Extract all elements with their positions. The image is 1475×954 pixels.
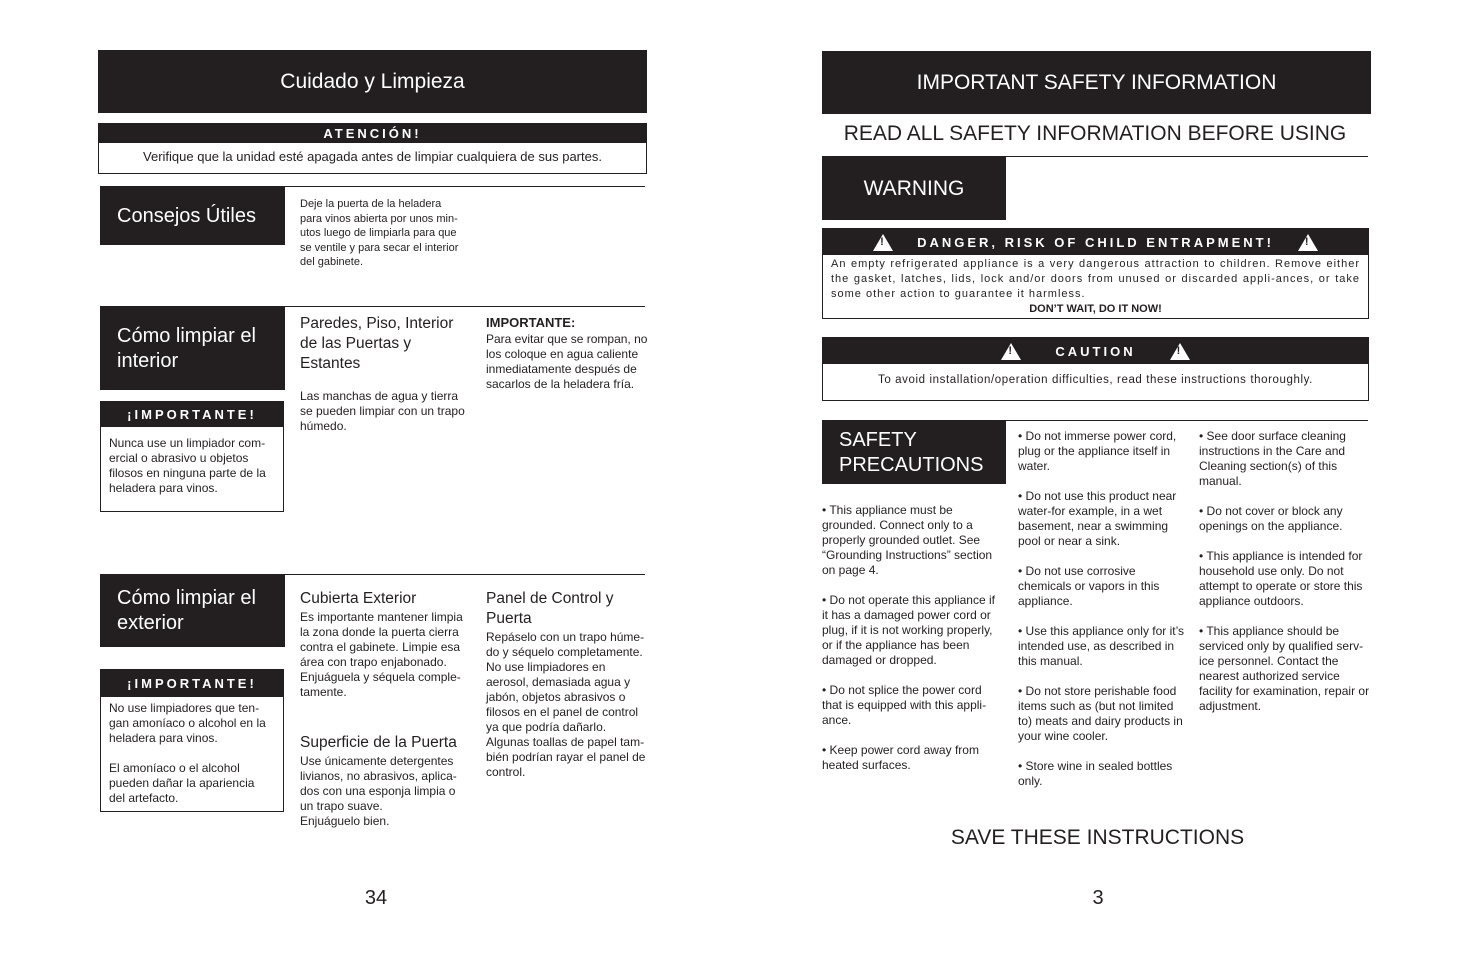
exterior-heading: Cómo limpiar el exterior (117, 587, 256, 634)
attention-title-bar (99, 124, 646, 143)
right-subheader: READ ALL SAFETY INFORMATION BEFORE USING (843, 122, 1347, 145)
safety-heading: SAFETY PRECAUTIONS (839, 428, 984, 476)
tips-text: Deje la puerta de la heladera para vinos abierta por unos min- utos luego de limpiarla para que se ventile y para secar el interior del gabinete. (300, 198, 459, 268)
warning-triangle-icon: ! (1298, 234, 1318, 251)
exterior-important-box (100, 669, 284, 812)
exterior-heading-block (100, 575, 285, 647)
caution-title-bar (823, 338, 1368, 364)
safety-item: • Do not operate this appliance if it has a damaged power cord or plug, if it is not working properly, or if the appliance has been damaged or dropped. (822, 593, 995, 667)
interior-col1-text: Las manchas de agua y tierra se pueden limpiar con un trapo húmedo. (300, 389, 465, 433)
safety-item: • Keep power cord away from heated surfaces. (822, 743, 979, 772)
attention-text: Verifique que la unidad esté apagada antes de limpiar cualquiera de sus partes. (143, 149, 602, 164)
safety-item: • Do not use corrosive chemicals or vapors in this appliance. (1018, 564, 1160, 608)
danger-emphasis: DON’T WAIT, DO IT NOW! (1029, 303, 1162, 315)
caution-box (822, 337, 1369, 401)
interior-heading-block (100, 307, 285, 390)
exterior-col1b-title: Superficie de la Puerta (300, 734, 457, 751)
warning-label: WARNING (863, 176, 965, 200)
safety-heading-block (822, 421, 1006, 484)
right-page-number: 3 (1092, 887, 1104, 909)
right-header-banner (822, 51, 1371, 114)
safety-item: • This appliance should be serviced only by qualified serv-ice personnel. Contact the nearest authorized service facility for examination, repair or adjustment. (1199, 624, 1370, 713)
interior-important-bar (101, 402, 283, 427)
safety-item: • Use this appliance only for it’s intended use, as described in this manual. (1018, 624, 1185, 668)
exterior-col2-title: Panel de Control y Puerta (486, 590, 614, 627)
attention-title: ATENCIÓN! (323, 126, 422, 141)
safety-col3 (1199, 429, 1371, 729)
safety-col1 (822, 503, 1002, 788)
danger-box (822, 228, 1369, 319)
tips-heading: Consejos Útiles (117, 204, 256, 227)
danger-title-bar (823, 229, 1368, 255)
safety-item: • Do not cover or block any openings on the appliance. (1199, 504, 1343, 533)
warning-triangle-icon: ! (873, 234, 893, 251)
safety-item: • See door surface cleaning instructions in the Care and Cleaning section(s) of this manual. (1199, 429, 1346, 488)
exterior-col1b-text: Use únicamente detergentes livianos, no abrasivos, aplica- dos con una esponja limpia o un trapo suave. Enjuáguelo bien. (300, 754, 457, 828)
exterior-col2-text: Repáselo con un trapo húme- do y séquelo completamente. No use limpiadores en aerosol, demasiada agua y jabón, objetos abrasivos o filosos en el panel de control ya que podría dañarlo. Algunas toallas de papel tam- bién podrían rayar el panel de control. (486, 630, 646, 779)
warning-triangle-icon: ! (1001, 343, 1021, 360)
danger-title: DANGER, RISK OF CHILD ENTRAPMENT! (917, 234, 1274, 250)
left-page-number: 34 (364, 887, 388, 909)
interior-heading: Cómo limpiar el interior (117, 324, 256, 372)
safety-item: • Do not splice the power cord that is equipped with this appli-ance. (822, 683, 987, 727)
right-header-title: IMPORTANT SAFETY INFORMATION (916, 70, 1277, 94)
safety-item: • Do not use this product near water-for example, in a wet basement, near a swimming pool or near a sink. (1018, 489, 1177, 548)
warning-block (822, 157, 1006, 220)
safety-item: • Do not immerse power cord, plug or the appliance itself in water. (1018, 429, 1177, 473)
safety-item: • This appliance must be grounded. Connect only to a properly grounded outlet. See “Grounding Instructions” section on page 4. (822, 503, 993, 577)
attention-box (98, 123, 647, 174)
interior-important-box (100, 401, 284, 512)
interior-important-title: ¡IMPORTANTE! (127, 407, 257, 422)
exterior-important-title: ¡IMPORTANTE! (127, 676, 257, 691)
interior-important-text: Nunca use un limpiador com- ercial o abrasivo u objetos filosos en ninguna parte de la heladera para vinos. (109, 436, 266, 495)
safety-col2 (1018, 429, 1186, 804)
save-instructions: SAVE THESE INSTRUCTIONS (950, 826, 1245, 849)
exterior-col1-title: Cubierta Exterior (300, 590, 417, 607)
exterior-important-bar (101, 670, 283, 697)
safety-item: • Do not store perishable food items such as (but not limited to) meats and dairy products in your wine cooler. (1018, 684, 1183, 743)
safety-item: • This appliance is intended for household use only. Do not attempt to operate or store this appliance outdoors. (1199, 549, 1363, 608)
warning-triangle-icon: ! (1170, 343, 1190, 360)
interior-col2-text: Para evitar que se rompan, no los coloque en agua caliente inmediatamente después de sacarlos de la heladera fría. (486, 332, 648, 391)
interior-col2-title: IMPORTANTE: (486, 315, 576, 330)
caution-text: To avoid installation/operation difficulties, read these instructions thoroughly. (878, 374, 1313, 386)
left-header-banner (98, 50, 647, 113)
exterior-important-text: No use limpiadores que ten- gan amoníaco o alcohol en la heladera para vinos. El amoníaco o el alcohol pueden dañar la apariencia del artefacto. (109, 701, 266, 805)
left-header-title: Cuidado y Limpieza (280, 69, 465, 93)
danger-text: An empty refrigerated appliance is a very dangerous attraction to children. Remove either the gasket, latches, lids, lock and/or doors from unused or discarded appli-ances, or take some other action to guarantee it harmless. (831, 258, 1360, 300)
caution-title: CAUTION (1055, 343, 1136, 359)
exterior-col1-text: Es importante mantener limpia la zona donde la puerta cierra contra el gabinete. Limpie esa área con trapo enjabonado. Enjuáguela y séquela comple- tamente. (300, 610, 463, 699)
safety-item: • Store wine in sealed bottles only. (1018, 759, 1173, 788)
interior-col1-title: Paredes, Piso, Interior de las Puertas y Estantes (300, 315, 454, 372)
tips-heading-block (100, 187, 285, 245)
